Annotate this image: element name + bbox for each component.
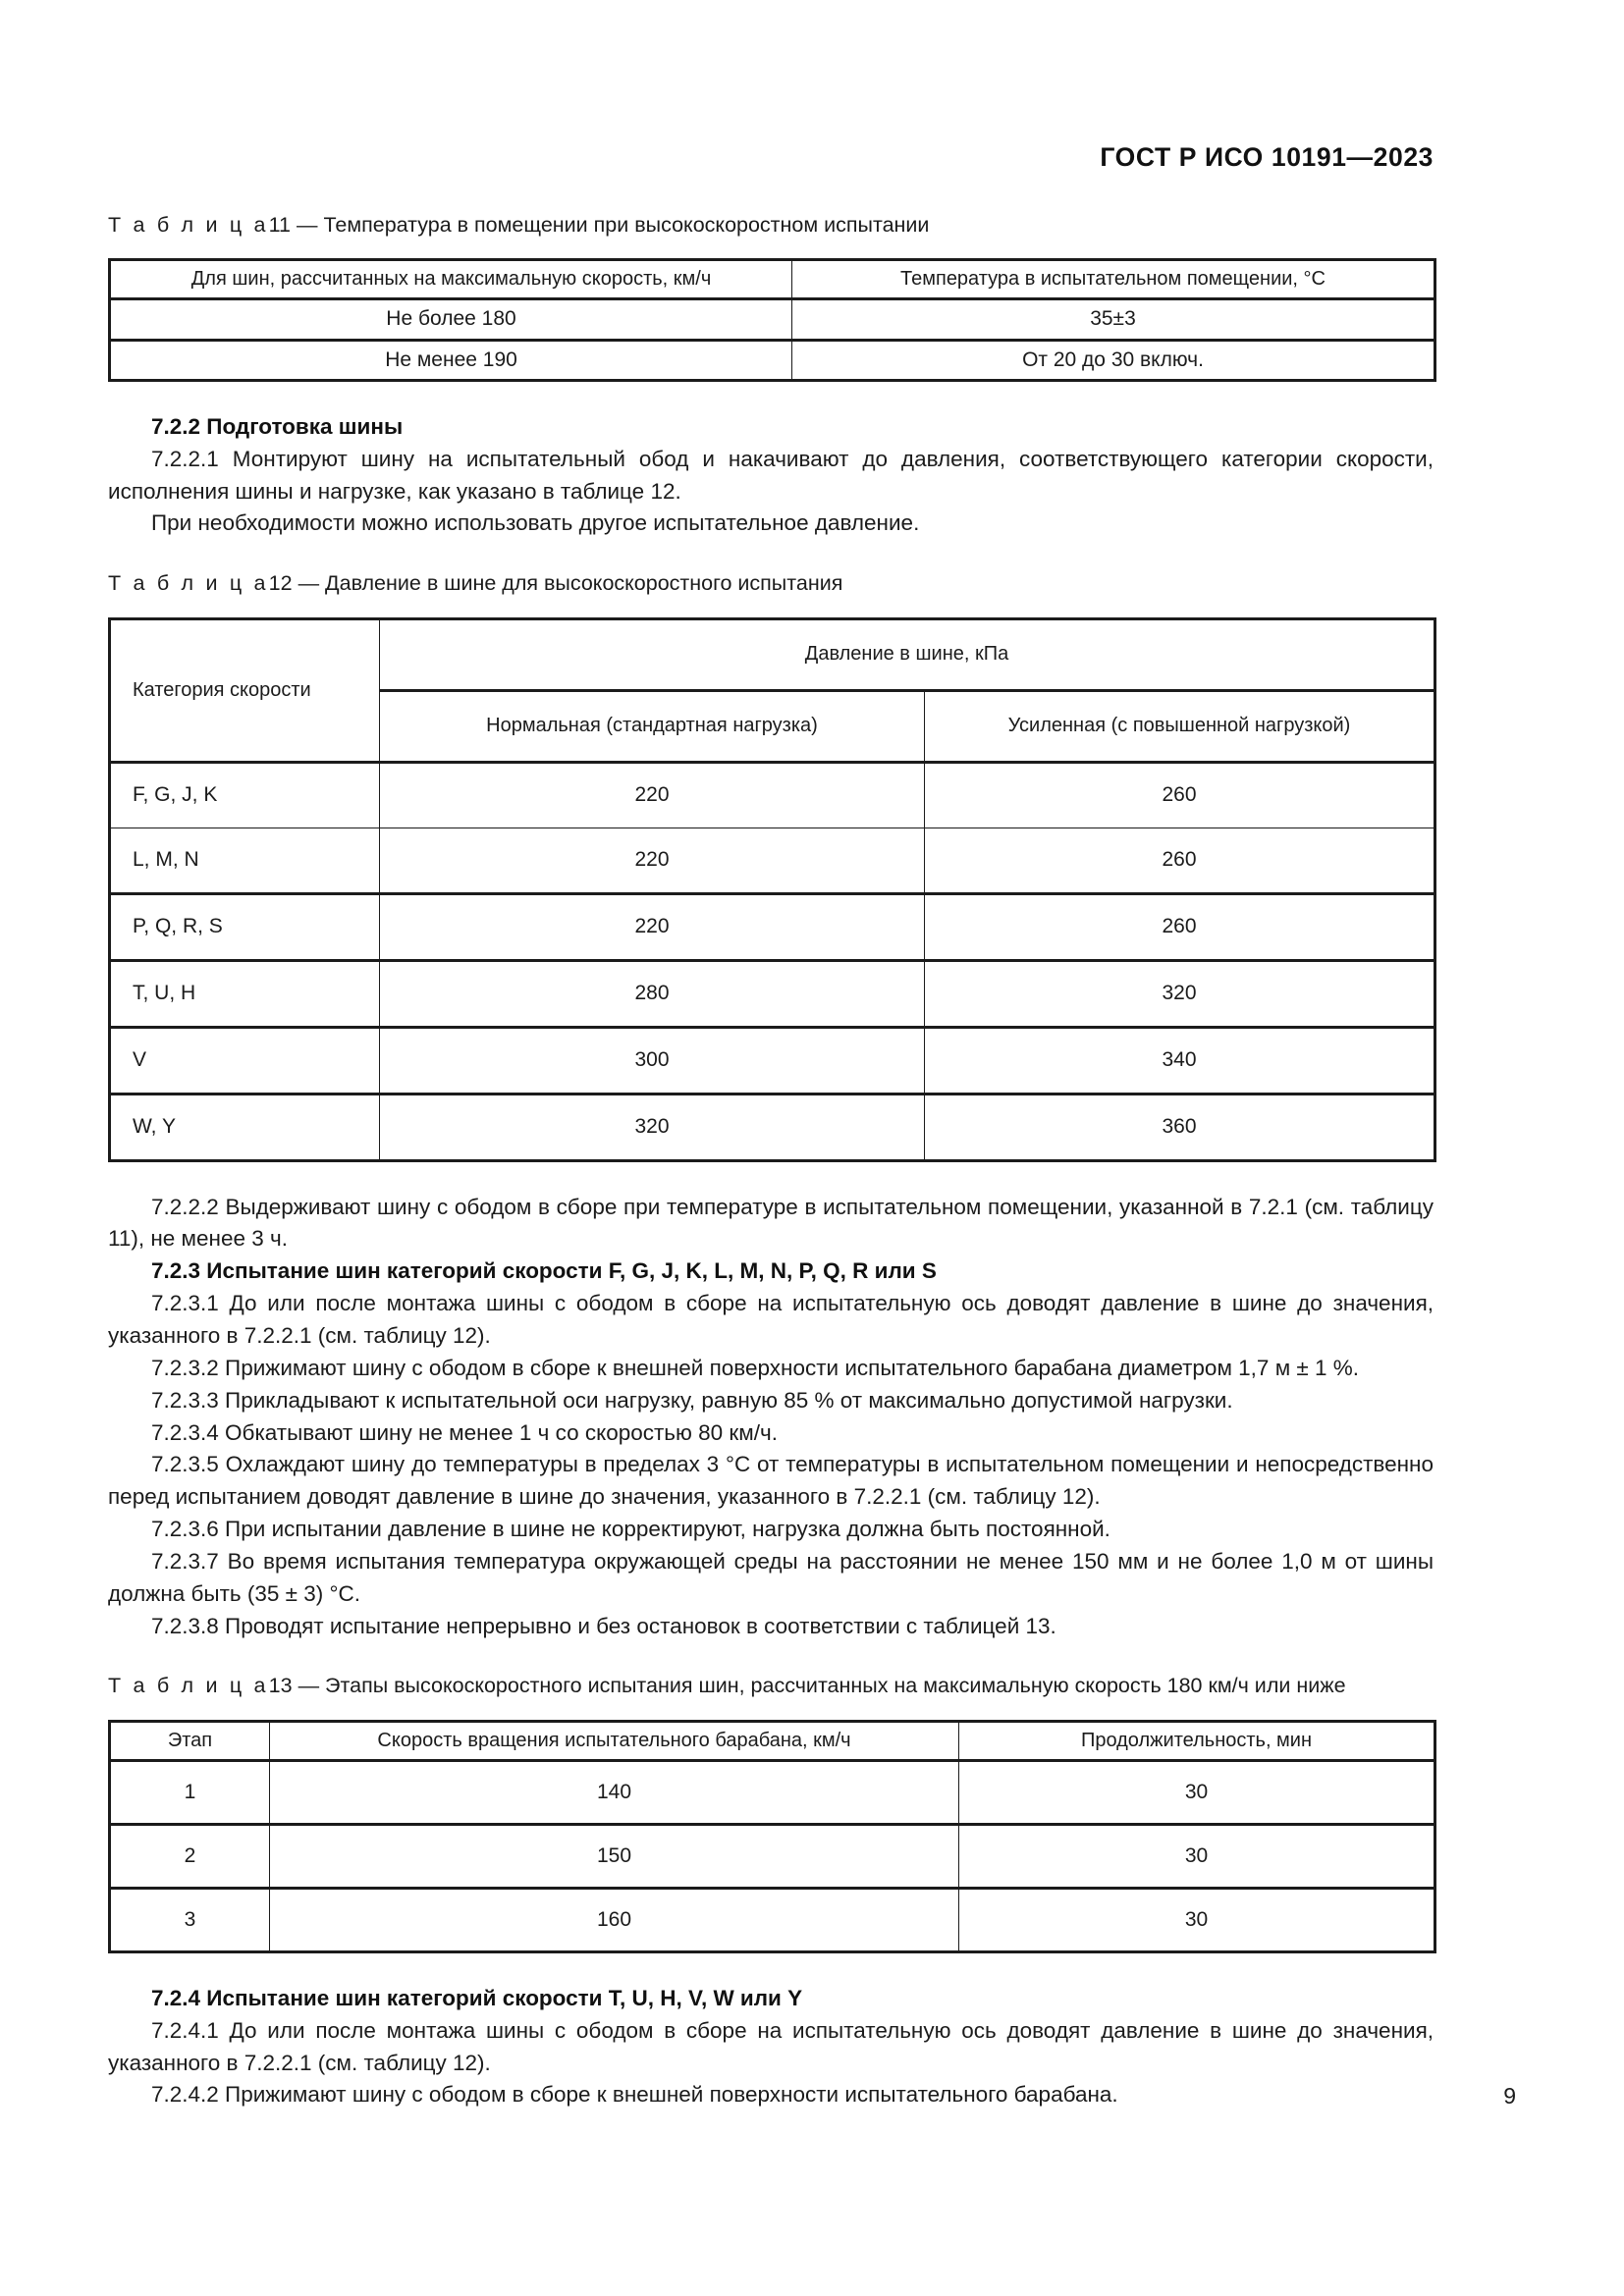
table-12-header-group: Давление в шине, кПа [380,618,1435,690]
paragraph-7-2-3-3: 7.2.3.3 Прикладывают к испытательной оси нагрузку, равную 85 % от максимально допустимой нагрузки. [151,1387,1233,1413]
table-13-cell-0-2: 30 [959,1760,1435,1824]
table-row [110,1027,1435,1094]
table-12-cell-3-0: T, U, H [110,960,380,1027]
table-13-caption [108,1672,1434,1699]
table-row [110,260,1435,299]
paragraph-7-2-2-2: 7.2.2.2 Выдерживают шину с ободом в сборе при температуре в испытательном помещении, указанной в 7.2.1 (см. таблицу 11), не менее 3 ч. [108,1194,1434,1252]
table-13-cell-1-2: 30 [959,1824,1435,1888]
table-12-caption-text: — Давление в шине для высокоскоростного испытания [298,571,843,596]
table-row [110,1888,1435,1951]
table-11-caption-label: Т а б л и ц а [108,213,269,237]
table-11-cell-1-1: От 20 до 30 включ. [792,340,1435,380]
page-number: 9 [1503,2083,1516,2109]
page-content [108,211,1434,2111]
table-13-header-cell-2: Продолжительность, мин [959,1721,1435,1760]
table-12-cell-0-2: 260 [925,762,1435,828]
paragraph-7-2-3-5: 7.2.3.5 Охлаждают шину до температуры в пределах 3 °С от температуры в испытательном помещении и непосредственно перед испытанием доводят давление в шине до значения, указанного в 7.2.2.1 (см. таблицу 12). [108,1452,1434,1510]
heading-7-2-2: 7.2.2 Подготовка шины [151,413,404,439]
table-11-caption-number: 11 [268,213,291,237]
paragraph-7-2-2-extra: При необходимости можно использовать другое испытательное давление. [151,510,920,536]
paragraph-7-2-3-8: 7.2.3.8 Проводят испытание непрерывно и без остановок в соответствии с таблицей 13. [151,1613,1056,1638]
table-row [110,762,1435,828]
table-12-cell-4-1: 300 [380,1027,925,1094]
table-11-cell-1-0: Не менее 190 [110,340,792,380]
table-13-cell-0-1: 140 [270,1760,959,1824]
table-13-cell-2-1: 160 [270,1888,959,1951]
heading-7-2-3: 7.2.3 Испытание шин категорий скорости F, G, J, K, L, M, N, P, Q, R или S [151,1258,937,1284]
table-12-cell-4-0: V [110,1027,380,1094]
paragraph-7-2-3-7: 7.2.3.7 Во время испытания температура окружающей среды на расстоянии не менее 150 мм и не более 1,0 м от шины должна быть (35 ± 3) °С. [108,1548,1434,1606]
paragraph-7-2-2-1: 7.2.2.1 Монтируют шину на испытательный обод и накачивают до давления, соответствующего категории скорости, исполнения шины и нагрузке, как указано в таблице 12. [108,446,1434,504]
table-12-cell-0-1: 220 [380,762,925,828]
table-12-header-reinforced: Усиленная (с повышенной нагрузкой) [925,690,1435,762]
table-12-cell-5-0: W, Y [110,1094,380,1160]
table-12-cell-0-0: F, G, J, K [110,762,380,828]
paragraph-7-2-4-2: 7.2.4.2 Прижимают шину с ободом в сборе к внешней поверхности испытательного барабана. [151,2082,1118,2108]
table-12-cell-2-0: P, Q, R, S [110,893,380,960]
table-12-cell-3-1: 280 [380,960,925,1027]
table-12-caption-number: 12 [268,571,293,596]
table-13-caption-label: Т а б л и ц а [108,1674,269,1698]
table-11-header-cell-1: Температура в испытательном помещении, °С [792,260,1435,299]
table-12 [108,617,1436,1162]
table-row [110,618,1435,690]
paragraph-7-2-3-2: 7.2.3.2 Прижимают шину с ободом в сборе к внешней поверхности испытательного барабана диаметром 1,7 м ± 1 %. [151,1355,1360,1380]
table-13-cell-1-1: 150 [270,1824,959,1888]
table-row [110,1721,1435,1760]
table-row [110,960,1435,1027]
table-11-caption [108,211,1434,239]
paragraph-7-2-3-6: 7.2.3.6 При испытании давление в шине не корректируют, нагрузка должна быть постоянной. [151,1517,1110,1542]
table-12-cell-3-2: 320 [925,960,1435,1027]
table-row [110,1094,1435,1160]
table-12-caption-label: Т а б л и ц а [108,571,269,596]
table-11-cell-0-1: 35±3 [792,299,1435,340]
table-12-cell-2-2: 260 [925,893,1435,960]
table-row [110,340,1435,380]
table-12-header-category: Категория скорости [110,618,380,762]
table-row [110,1824,1435,1888]
table-13-cell-1-0: 2 [110,1824,270,1888]
table-13-caption-text: — Этапы высокоскоростного испытания шин, рассчитанных на максимальную скорость 180 км/ч или ниже [298,1674,1346,1698]
table-13-caption-number: 13 [268,1674,293,1698]
table-row [110,828,1435,893]
table-12-cell-1-0: L, M, N [110,828,380,893]
table-11 [108,258,1436,382]
paragraph-7-2-3-4: 7.2.3.4 Обкатывают шину не менее 1 ч со скоростью 80 км/ч. [151,1419,778,1445]
table-row [110,893,1435,960]
table-12-cell-1-2: 260 [925,828,1435,893]
running-header: ГОСТ Р ИСО 10191—2023 [1100,142,1434,172]
table-12-cell-4-2: 340 [925,1027,1435,1094]
table-12-cell-2-1: 220 [380,893,925,960]
table-12-caption [108,569,1434,597]
table-11-caption-text: — Температура в помещении при высокоскоростном испытании [296,213,930,237]
table-13-cell-0-0: 1 [110,1760,270,1824]
table-13 [108,1720,1436,1953]
table-row [110,299,1435,340]
table-13-header-cell-0: Этап [110,1721,270,1760]
heading-7-2-4: 7.2.4 Испытание шин категорий скорости T, U, H, V, W или Y [151,1985,803,2010]
table-12-cell-5-1: 320 [380,1094,925,1160]
table-12-cell-1-1: 220 [380,828,925,893]
table-11-header-cell-0: Для шин, рассчитанных на максимальную скорость, км/ч [110,260,792,299]
table-12-header-normal: Нормальная (стандартная нагрузка) [380,690,925,762]
table-13-cell-2-2: 30 [959,1888,1435,1951]
paragraph-7-2-3-1: 7.2.3.1 До или после монтажа шины с ободом в сборе на испытательную ось доводят давление в шине до значения, указанного в 7.2.2.1 (см. таблицу 12). [108,1291,1434,1348]
table-13-header-cell-1: Скорость вращения испытательного барабана, км/ч [270,1721,959,1760]
table-row [110,1760,1435,1824]
table-13-cell-2-0: 3 [110,1888,270,1951]
paragraph-7-2-4-1: 7.2.4.1 До или после монтажа шины с ободом в сборе на испытательную ось доводят давление в шине до значения, указанного в 7.2.2.1 (см. таблицу 12). [108,2017,1434,2075]
table-12-cell-5-2: 360 [925,1094,1435,1160]
table-11-cell-0-0: Не более 180 [110,299,792,340]
